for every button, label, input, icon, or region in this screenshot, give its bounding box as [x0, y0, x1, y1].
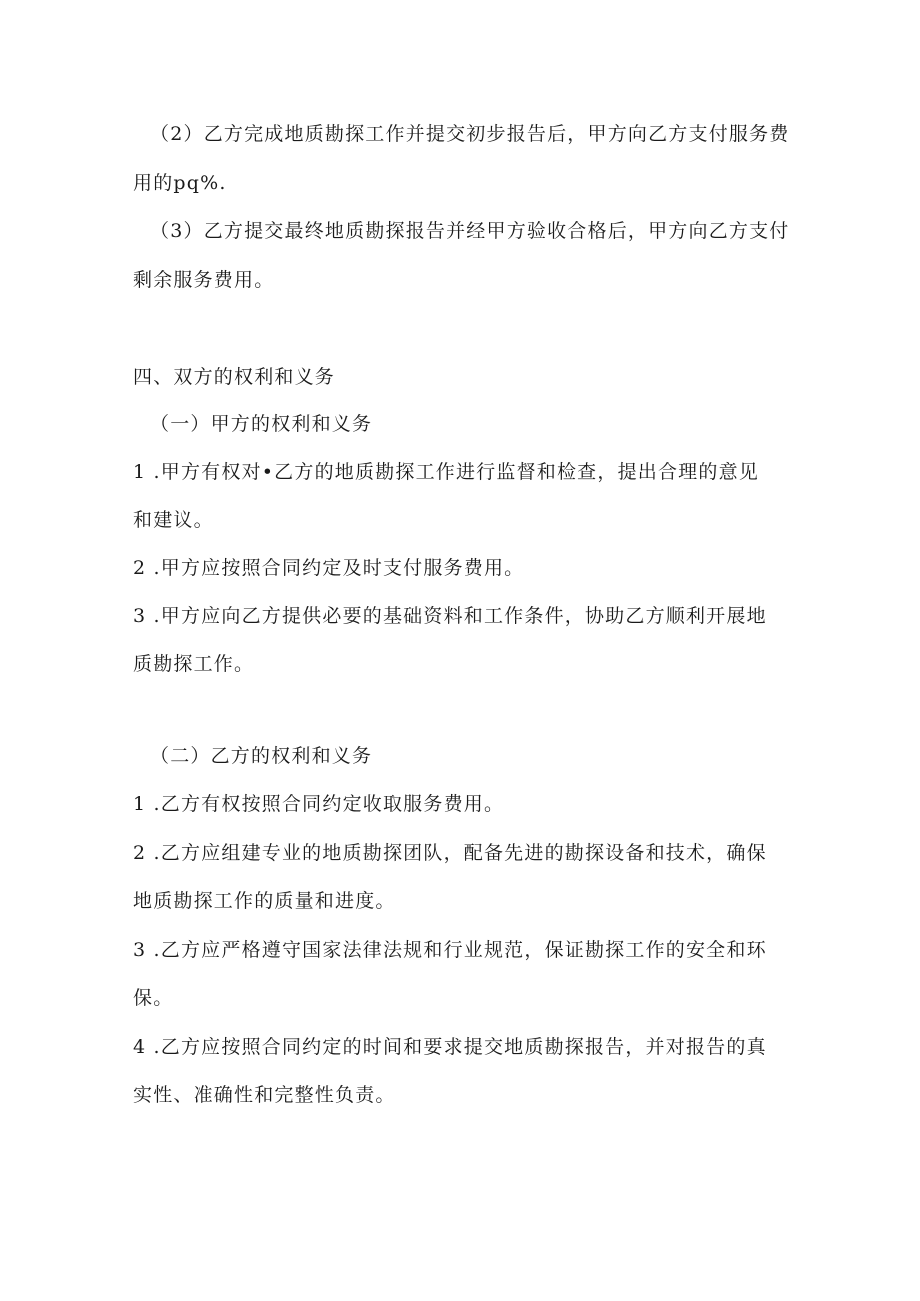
party-b-item-4-line-1: 4 .乙方应按照合同约定的时间和要求提交地质勘探报告，并对报告的真 [133, 1036, 767, 1058]
party-a-item-1-line-1: 1 .甲方有权对•乙方的地质勘探工作进行监督和检查，提出合理的意见 [133, 461, 759, 483]
party-a-item-3-line-1: 3 .甲方应向乙方提供必要的基础资料和工作条件，协助乙方顺利开展地 [133, 605, 767, 627]
payment-item-3-line-1: （3）乙方提交最终地质勘探报告并经甲方验收合格后，甲方向乙方支付 [150, 220, 790, 242]
section-heading-rights-obligations: 四、双方的权利和义务 [133, 366, 336, 388]
party-a-item-1-line-2: 和建议。 [133, 509, 214, 531]
party-b-item-2-line-2: 地质勘探工作的质量和进度。 [133, 890, 396, 912]
party-b-item-3-line-1: 3 .乙方应严格遵守国家法律法规和行业规范，保证勘探工作的安全和环 [133, 939, 767, 961]
party-b-item-1: 1 .乙方有权按照合同约定收取服务费用。 [133, 793, 505, 815]
party-b-item-2-line-1: 2 .乙方应组建专业的地质勘探团队，配备先进的勘探设备和技术，确保 [133, 842, 767, 864]
party-a-item-3-line-2: 质勘探工作。 [133, 653, 255, 675]
party-a-item-2: 2 .甲方应按照合同约定及时支付服务费用。 [133, 557, 525, 579]
party-b-item-3-line-2: 保。 [133, 987, 174, 1009]
payment-item-2-line-2: 用的pq%. [133, 172, 227, 194]
party-b-item-4-line-2: 实性、准确性和完整性负责。 [133, 1084, 396, 1106]
payment-item-2-line-1: （2）乙方完成地质勘探工作并提交初步报告后，甲方向乙方支付服务费 [150, 123, 790, 145]
payment-item-3-line-2: 剩余服务费用。 [133, 269, 275, 291]
subsection-heading-party-b: （二）乙方的权利和义务 [150, 745, 373, 767]
subsection-heading-party-a: （一）甲方的权利和义务 [150, 413, 373, 435]
